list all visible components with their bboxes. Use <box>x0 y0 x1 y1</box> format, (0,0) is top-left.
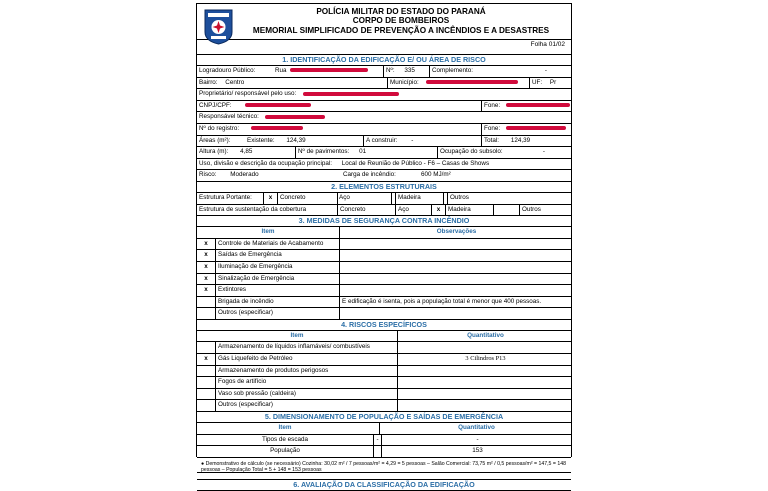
sec3-obs <box>339 308 573 319</box>
sec3-mark: x <box>204 262 208 270</box>
portante-outros: Outros <box>447 193 573 204</box>
fire-brigade-emblem-icon <box>203 8 234 45</box>
uf-value: Pr <box>549 78 557 86</box>
complemento-label: Complemento: <box>432 67 473 74</box>
sec5-col-qty: Quantitativo <box>379 423 573 434</box>
complemento-value: - <box>544 67 547 74</box>
sec4-col-qty: Quantitativo <box>397 331 573 342</box>
row-areas <box>197 136 571 148</box>
sec3-col-item: Item <box>261 228 275 236</box>
table-row <box>197 400 571 412</box>
municipio-cell <box>387 78 529 89</box>
redacted-municipio <box>426 80 518 84</box>
redacted-technician <box>265 115 325 119</box>
memorial-form <box>196 3 572 489</box>
cnpj-label: CNPJ/CPF: <box>199 101 232 109</box>
sec5-mark: - <box>373 435 381 446</box>
fone-cell <box>481 101 573 112</box>
sec4-qty: 3 Cilindros P13 <box>397 354 573 365</box>
sec5-item: População <box>270 447 300 455</box>
numero-label: Nº: <box>386 67 395 74</box>
subsolo-cell <box>437 147 573 158</box>
sec3-obs <box>339 250 573 261</box>
portante-madeira: Madeira <box>395 193 443 204</box>
sec4-item: Gás Liquefeito de Petróleo <box>215 354 397 365</box>
fone2-label: Fone: <box>484 124 501 132</box>
sec4-rows <box>197 342 571 412</box>
altura-cell <box>197 147 295 158</box>
sec3-mark: x <box>204 286 208 294</box>
portante-label: Estrutura Portante: <box>199 193 252 201</box>
row-bairro <box>197 78 571 90</box>
existente-cell <box>245 136 363 147</box>
redacted-phone <box>506 103 570 107</box>
sec4-qty <box>397 342 573 353</box>
complemento-cell <box>429 66 573 77</box>
table-row <box>197 239 571 251</box>
construir-value: - <box>411 136 414 144</box>
logradouro-label: Logradouro Público: <box>199 67 256 74</box>
sec3-item: Controle de Materiais de Acabamento <box>215 239 339 250</box>
portante-mark: x <box>263 193 277 204</box>
row-registro <box>197 124 571 136</box>
fone2-cell <box>481 124 573 135</box>
cobertura-aco: Aço <box>395 205 431 216</box>
table-row <box>197 366 571 378</box>
sec4-item: Vaso sob pressão (caldeira) <box>215 389 397 400</box>
altura-value: 4,85 <box>240 148 253 156</box>
sec3-obs <box>339 239 573 250</box>
sec4-mark <box>197 400 215 411</box>
sec3-item: Extintores <box>215 285 339 296</box>
existente-value: 124,39 <box>286 136 306 144</box>
sec5-qty: 153 <box>381 446 573 457</box>
sec4-qty <box>397 366 573 377</box>
section-1-title: 1. IDENTIFICAÇÃO DA EDIFICAÇÃO E/ OU ÁREA DE RISCO <box>197 54 571 66</box>
sec3-obs <box>339 274 573 285</box>
population-calculation-note: ● Demonstrativo de cálculo (se necessário) Cozinha: 30,02 m² / 7 pessoas/m² = 4,29 = 5 pessoas – Salão Comercial: 73,75 m² / 0,5 pessoas/m² = 147,5 = 148 pessoas – População Total = 5 + 148 = 153 pessoas <box>197 458 571 473</box>
construir-label: A construir: <box>366 136 398 144</box>
resp-tecnico-cell <box>197 112 573 123</box>
sec3-rows <box>197 239 571 320</box>
cobertura-spacer <box>493 205 503 216</box>
header-titles <box>237 7 565 35</box>
sec3-col-obs: Observações <box>339 227 573 238</box>
table-row <box>197 342 571 354</box>
sec4-qty <box>397 400 573 411</box>
sec3-item: Saídas de Emergência <box>215 250 339 261</box>
sec3-item: Iluminação de Emergência <box>215 262 339 273</box>
table-row <box>197 262 571 274</box>
carga-label: Carga de incêndio: <box>343 171 396 179</box>
section-3-title: 3. MEDIDAS DE SEGURANÇA CONTRA INCÊNDIO <box>197 216 571 227</box>
uso-label: Uso, divisão e descrição da ocupação principal: <box>199 159 333 167</box>
sec4-mark <box>197 366 215 377</box>
row-risco <box>197 170 571 182</box>
redacted-phone-2 <box>506 126 566 130</box>
sec3-item: Outros (especificar) <box>215 308 339 319</box>
sec3-obs: E edificação é isenta, pois a população total é menor que 400 pessoas. <box>339 297 573 308</box>
redacted-cnpj <box>245 103 311 107</box>
sec3-mark <box>197 308 215 319</box>
sec3-mark: x <box>204 239 208 247</box>
sheet-number: Folha 01/02 <box>530 41 565 48</box>
construir-cell <box>363 136 481 147</box>
cobertura-outros: Outros <box>519 205 573 216</box>
numero-cell <box>383 66 429 77</box>
row-estrutura-portante <box>197 193 571 205</box>
pavimentos-label: Nº de pavimentos: <box>298 148 350 156</box>
total-cell <box>481 136 573 147</box>
risco-cell <box>197 170 573 181</box>
form-header <box>197 4 571 48</box>
cobertura-madeira: Madeira <box>445 205 493 216</box>
table-row <box>197 435 571 447</box>
sec5-rows <box>197 435 571 458</box>
registro-cell <box>197 124 481 135</box>
row-logradouro <box>197 66 571 78</box>
row-uso <box>197 159 571 171</box>
sec4-col-item: Item <box>290 331 304 339</box>
table-row <box>197 250 571 262</box>
sec4-item: Armazenamento de líquidos inflamáveis/ combustíveis <box>215 342 397 353</box>
sec4-mark <box>197 377 215 388</box>
row-resp-tecnico <box>197 112 571 124</box>
fone-label: Fone: <box>484 101 501 109</box>
table-row <box>197 297 571 309</box>
subsolo-label: Ocupação do subsolo: <box>440 148 503 156</box>
pavimentos-cell <box>295 147 437 158</box>
cobertura-label: Estrutura de sustentação da cobertura <box>199 205 307 213</box>
section-4-title: 4. RISCOS ESPECÍFICOS <box>197 320 571 331</box>
section-5-title: 5. DIMENSIONAMENTO DE POPULAÇÃO E SAÍDAS DE EMERGÊNCIA <box>197 412 571 423</box>
section-2-title: 2. ELEMENTOS ESTRUTURAIS <box>197 182 571 193</box>
sec5-item: Tipos de escada <box>262 435 308 443</box>
sec3-mark: x <box>204 251 208 259</box>
row-proprietario <box>197 89 571 101</box>
risco-label: Risco: <box>199 171 217 179</box>
redacted-registration <box>251 126 303 130</box>
sec3-mark: x <box>204 274 208 282</box>
row-cnpj <box>197 101 571 113</box>
table-row <box>197 308 571 320</box>
sec4-qty <box>397 389 573 400</box>
table-row <box>197 285 571 297</box>
table-row <box>197 377 571 389</box>
municipio-label: Município: <box>390 78 419 86</box>
numero-value: 335 <box>404 67 415 74</box>
portante-aco: Aço <box>339 193 350 201</box>
table-row <box>197 274 571 286</box>
existente-label: Existente: <box>247 136 275 144</box>
row-altura <box>197 147 571 159</box>
sec3-obs <box>339 285 573 296</box>
risco-value: Moderado <box>230 171 259 179</box>
cobertura-mark: x <box>431 205 445 216</box>
altura-label: Altura (m): <box>199 148 229 156</box>
uso-cell <box>197 159 573 170</box>
uf-label: UF: <box>532 78 543 86</box>
table-row <box>197 354 571 366</box>
sec4-mark <box>197 389 215 400</box>
sec4-item: Fogos de artifício <box>215 377 397 388</box>
sec3-mark <box>197 297 215 308</box>
row-estrutura-cobertura <box>197 205 571 217</box>
total-label: Total: <box>484 136 500 144</box>
sec4-qty <box>397 377 573 388</box>
redacted-owner <box>303 92 399 96</box>
sec3-item: Brigada de incêndio <box>215 297 339 308</box>
sec5-qty: - <box>381 435 573 446</box>
sec5-mark <box>373 446 381 457</box>
table-row <box>197 446 571 458</box>
sec4-item: Outros (especificar) <box>215 400 397 411</box>
header-line-1: POLÍCIA MILITAR DO ESTADO DO PARANÁ <box>316 7 486 16</box>
portante-concreto: Concreto <box>277 193 337 204</box>
sec4-mark: x <box>204 355 208 363</box>
sec4-item: Armazenamento de produtos perigosos <box>215 366 397 377</box>
uso-value: Local de Reunião de Público - F6 – Casas de Shows <box>341 159 490 167</box>
cobertura-concreto: Concreto <box>337 205 395 216</box>
subsolo-value: - <box>542 148 545 156</box>
bairro-value: Centro <box>225 78 245 86</box>
table-row <box>197 389 571 401</box>
logradouro-value <box>273 66 383 77</box>
bairro-cell <box>197 78 387 89</box>
pavimentos-value: 01 <box>359 148 367 156</box>
total-value: 124,39 <box>510 136 531 144</box>
cnpj-cell <box>197 101 481 112</box>
header-line-3: MEMORIAL SIMPLIFICADO DE PREVENÇÃO A INCÊNDIOS E A DESASTRES <box>252 25 550 35</box>
sec3-item: Sinalização de Emergência <box>215 274 339 285</box>
redacted-street <box>290 68 368 72</box>
section-6-title: 6. AVALIAÇÃO DA CLASSIFICAÇÃO DA EDIFICAÇÃO <box>197 479 571 491</box>
proprietario-label: Proprietário/ responsável pelo uso: <box>199 90 297 98</box>
uf-cell <box>529 78 573 89</box>
sec4-column-headers <box>197 331 571 343</box>
registro-label: Nº do registro: <box>199 124 240 132</box>
carga-value: 600 MJ/m² <box>421 171 451 179</box>
header-line-2: CORPO DE BOMBEIROS <box>352 16 450 26</box>
sec4-mark <box>197 342 215 353</box>
logradouro-text: Rua <box>275 67 287 74</box>
sec5-column-headers <box>197 423 571 435</box>
sec3-obs <box>339 262 573 273</box>
areas-label: Áreas (m²): <box>199 136 231 144</box>
bairro-label: Bairro: <box>199 78 218 86</box>
sec5-col-item: Item <box>278 424 292 432</box>
resp-tecnico-label: Responsável técnico: <box>199 113 259 121</box>
proprietario-cell <box>197 89 573 100</box>
sec3-column-headers <box>197 227 571 239</box>
